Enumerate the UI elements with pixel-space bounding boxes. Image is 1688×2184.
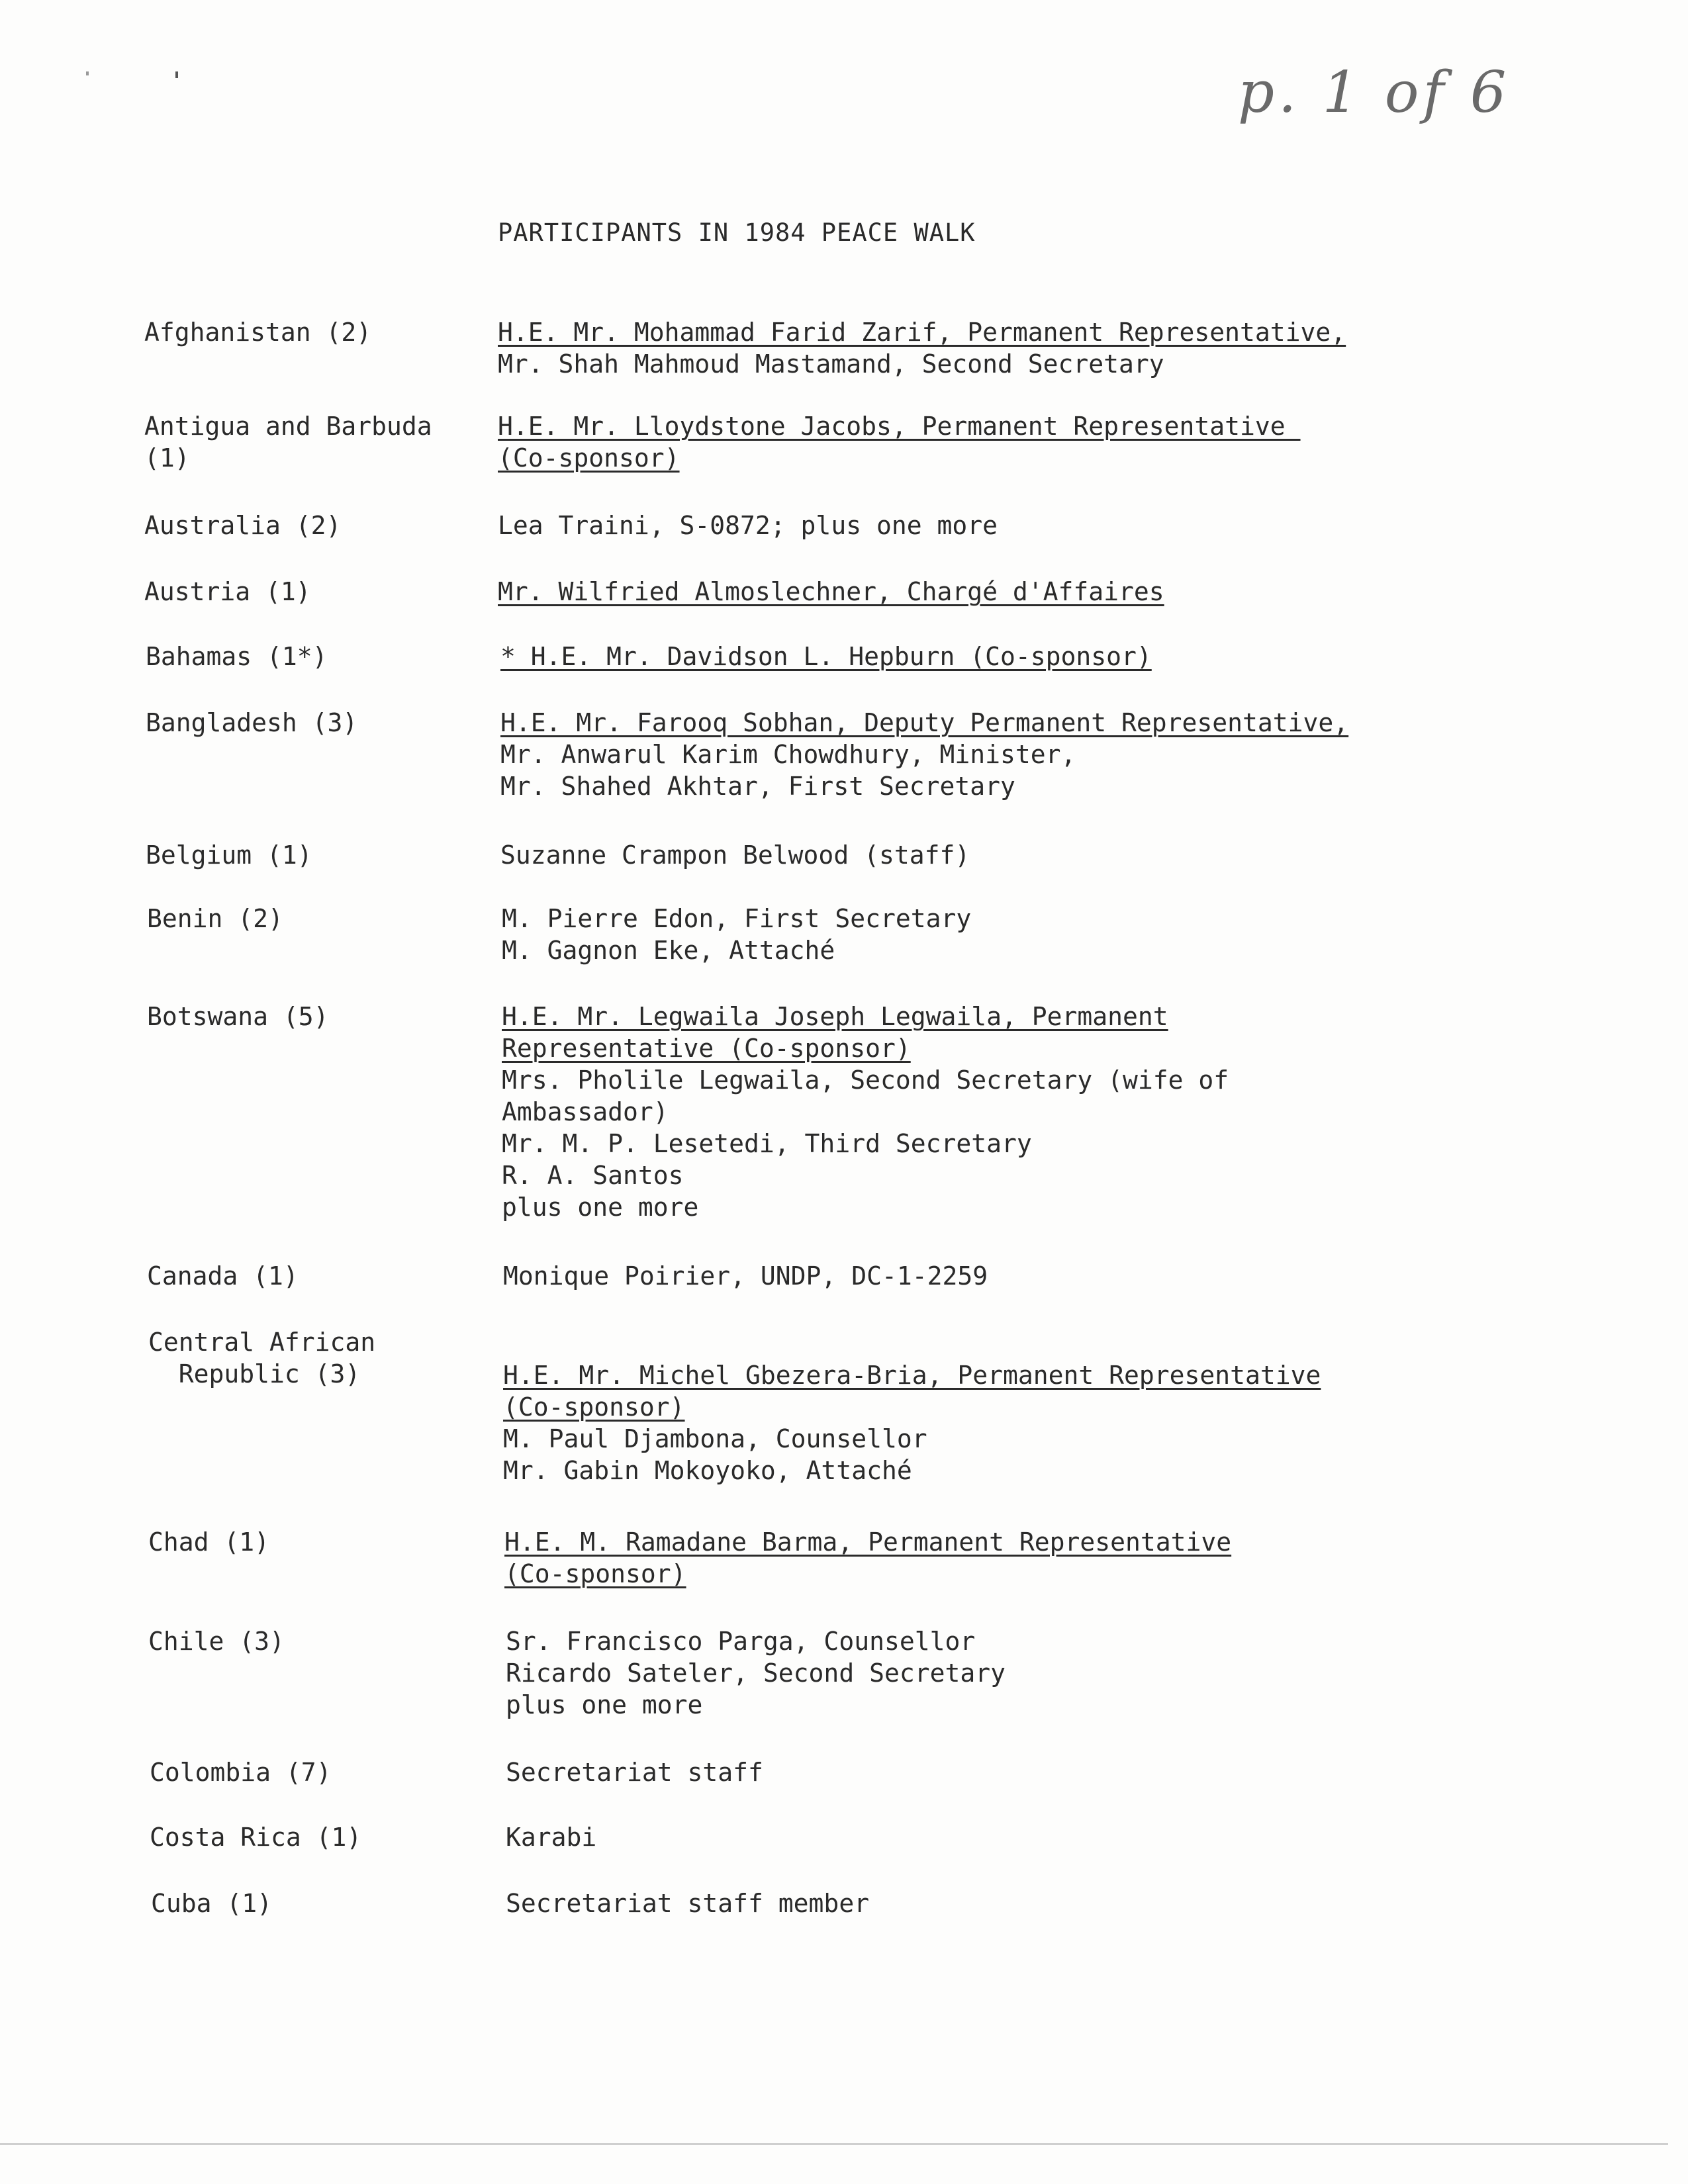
participant-text: (Co-sponsor) xyxy=(504,1559,686,1588)
participant-line xyxy=(498,576,1164,608)
participant-text: Sr. Francisco Parga, Counsellor xyxy=(506,1627,976,1656)
participant-line xyxy=(498,316,1346,348)
participant-details xyxy=(502,1001,1229,1223)
participant-text: H.E. Mr. Michel Gbezera-Bria, Permanent Representative xyxy=(503,1361,1321,1390)
country-label xyxy=(148,1625,285,1657)
participant-line xyxy=(500,770,1348,802)
participant-text: Secretariat staff xyxy=(506,1758,763,1787)
participant-text: Mr. Gabin Mokoyoko, Attaché xyxy=(503,1456,912,1485)
country-label-line: Afghanistan (2) xyxy=(144,318,372,347)
participant-line xyxy=(502,1001,1229,1032)
participant-details xyxy=(506,1625,1006,1721)
participant-line xyxy=(503,1391,1321,1423)
participant-text: M. Paul Djambona, Counsellor xyxy=(503,1424,927,1453)
participant-line xyxy=(502,1096,1229,1128)
country-label-line: Australia (2) xyxy=(144,511,342,540)
country-label xyxy=(151,1888,272,1919)
participant-text: R. A. Santos xyxy=(502,1161,684,1190)
country-label-line: Costa Rica (1) xyxy=(150,1823,362,1852)
participant-text: * H.E. Mr. Davidson L. Hepburn (Co-sponsor) xyxy=(500,642,1152,671)
country-label-line: Austria (1) xyxy=(144,577,311,606)
participant-line xyxy=(503,1359,1321,1391)
participant-text: Secretariat staff member xyxy=(506,1889,870,1918)
participant-line xyxy=(503,1455,1321,1486)
participant-line xyxy=(502,903,971,934)
participant-line xyxy=(500,641,1152,672)
participant-line xyxy=(498,442,1301,474)
participant-line xyxy=(498,410,1301,442)
participant-text: (Co-sponsor) xyxy=(498,443,680,473)
participant-text: plus one more xyxy=(502,1193,699,1222)
participant-text: Lea Traini, S-0872; plus one more xyxy=(498,511,998,540)
participant-line xyxy=(504,1526,1231,1558)
participant-details xyxy=(504,1526,1231,1590)
participant-details xyxy=(506,1888,869,1919)
participant-line xyxy=(506,1888,869,1919)
participant-text: Mr. Shahed Akhtar, First Secretary xyxy=(500,772,1015,801)
participant-text: Suzanne Crampon Belwood (staff) xyxy=(500,841,970,870)
participant-line xyxy=(502,1191,1229,1223)
participant-details xyxy=(500,839,970,871)
participant-line xyxy=(506,1689,1006,1721)
participant-line xyxy=(500,707,1348,739)
bottom-edge-rule xyxy=(0,2143,1668,2145)
participant-details xyxy=(503,1359,1321,1486)
country-label-line: Bangladesh (3) xyxy=(146,708,358,737)
participant-text: H.E. Mr. Legwaila Joseph Legwaila, Permanent xyxy=(502,1002,1168,1031)
participant-text: Ricardo Sateler, Second Secretary xyxy=(506,1659,1006,1688)
country-label xyxy=(146,707,357,739)
participant-text: Ambassador) xyxy=(502,1097,669,1126)
participant-line xyxy=(498,510,998,541)
participant-details xyxy=(498,410,1301,474)
participant-text: Representative (Co-sponsor) xyxy=(502,1034,911,1063)
country-label xyxy=(147,1001,329,1032)
participant-line xyxy=(500,839,970,871)
participant-text: H.E. Mr. Lloydstone Jacobs, Permanent Representative xyxy=(498,412,1301,441)
participant-text: H.E. Mr. Farooq Sobhan, Deputy Permanent Representative, xyxy=(500,708,1349,737)
country-label xyxy=(146,839,312,871)
country-label xyxy=(148,1526,269,1558)
country-label-line: Benin (2) xyxy=(147,904,283,933)
participant-text: Mr. M. P. Lesetedi, Third Secretary xyxy=(502,1129,1032,1158)
participant-text: Monique Poirier, UNDP, DC-1-2259 xyxy=(503,1261,988,1291)
country-label xyxy=(144,510,341,541)
participant-details xyxy=(498,510,998,541)
participant-line xyxy=(506,1625,1006,1657)
participant-details xyxy=(506,1756,763,1788)
participant-line xyxy=(503,1423,1321,1455)
country-label xyxy=(148,1326,375,1390)
participant-line xyxy=(502,1128,1229,1160)
participant-text: Mr. Anwarul Karim Chowdhury, Minister, xyxy=(500,740,1076,769)
participant-line xyxy=(502,1032,1229,1064)
country-label-line: Cuba (1) xyxy=(151,1889,273,1918)
document-title: PARTICIPANTS IN 1984 PEACE WALK xyxy=(498,218,976,247)
participant-line xyxy=(498,348,1346,380)
country-label-line: Antigua and Barbuda xyxy=(144,412,432,441)
participant-line xyxy=(506,1756,763,1788)
country-label xyxy=(144,576,311,608)
participant-details xyxy=(498,576,1164,608)
participant-text: Mr. Shah Mahmoud Mastamand, Second Secretary xyxy=(498,349,1164,379)
country-label xyxy=(147,1260,299,1292)
participant-text: (Co-sponsor) xyxy=(503,1392,685,1422)
country-label-line: Botswana (5) xyxy=(147,1002,329,1031)
participant-details xyxy=(502,903,971,966)
participant-line xyxy=(504,1558,1231,1590)
country-label-line: Belgium (1) xyxy=(146,841,312,870)
participant-line xyxy=(500,739,1348,770)
country-label xyxy=(147,903,283,934)
country-label-line: Chile (3) xyxy=(148,1627,285,1656)
participant-details xyxy=(503,1260,988,1292)
participant-text: H.E. M. Ramadane Barma, Permanent Representative xyxy=(504,1527,1232,1557)
participant-text: plus one more xyxy=(506,1690,703,1719)
country-label xyxy=(144,410,432,474)
participant-text: Mrs. Pholile Legwaila, Second Secretary (wife of xyxy=(502,1066,1229,1095)
participant-line xyxy=(502,1064,1229,1096)
participant-details xyxy=(498,316,1346,380)
country-label-line: Bahamas (1*) xyxy=(146,642,328,671)
participant-line xyxy=(506,1821,596,1853)
participant-line xyxy=(502,934,971,966)
country-label-line: (1) xyxy=(144,443,190,473)
country-label-line: Canada (1) xyxy=(147,1261,299,1291)
country-label xyxy=(150,1821,361,1853)
participant-line xyxy=(506,1657,1006,1689)
country-label-line: Colombia (7) xyxy=(150,1758,332,1787)
participant-details xyxy=(506,1821,596,1853)
country-label xyxy=(150,1756,332,1788)
participant-text: Mr. Wilfried Almoslechner, Chargé d'Affaires xyxy=(498,577,1164,606)
handwritten-page-marker: p. 1 of 6 xyxy=(1238,60,1511,126)
participant-details xyxy=(500,707,1348,802)
participant-text: Karabi xyxy=(506,1823,597,1852)
country-label xyxy=(144,316,371,348)
participant-line xyxy=(502,1160,1229,1191)
country-label xyxy=(146,641,328,672)
country-label-line: Chad (1) xyxy=(148,1527,270,1557)
participant-text: H.E. Mr. Mohammad Farid Zarif, Permanent Representative, xyxy=(498,318,1346,347)
participant-text: M. Pierre Edon, First Secretary xyxy=(502,904,972,933)
participant-details xyxy=(500,641,1152,672)
country-label-line: Republic (3) xyxy=(148,1359,361,1388)
participant-text: M. Gagnon Eke, Attaché xyxy=(502,936,835,965)
participant-line xyxy=(503,1260,988,1292)
country-label-line: Central African xyxy=(148,1328,376,1357)
